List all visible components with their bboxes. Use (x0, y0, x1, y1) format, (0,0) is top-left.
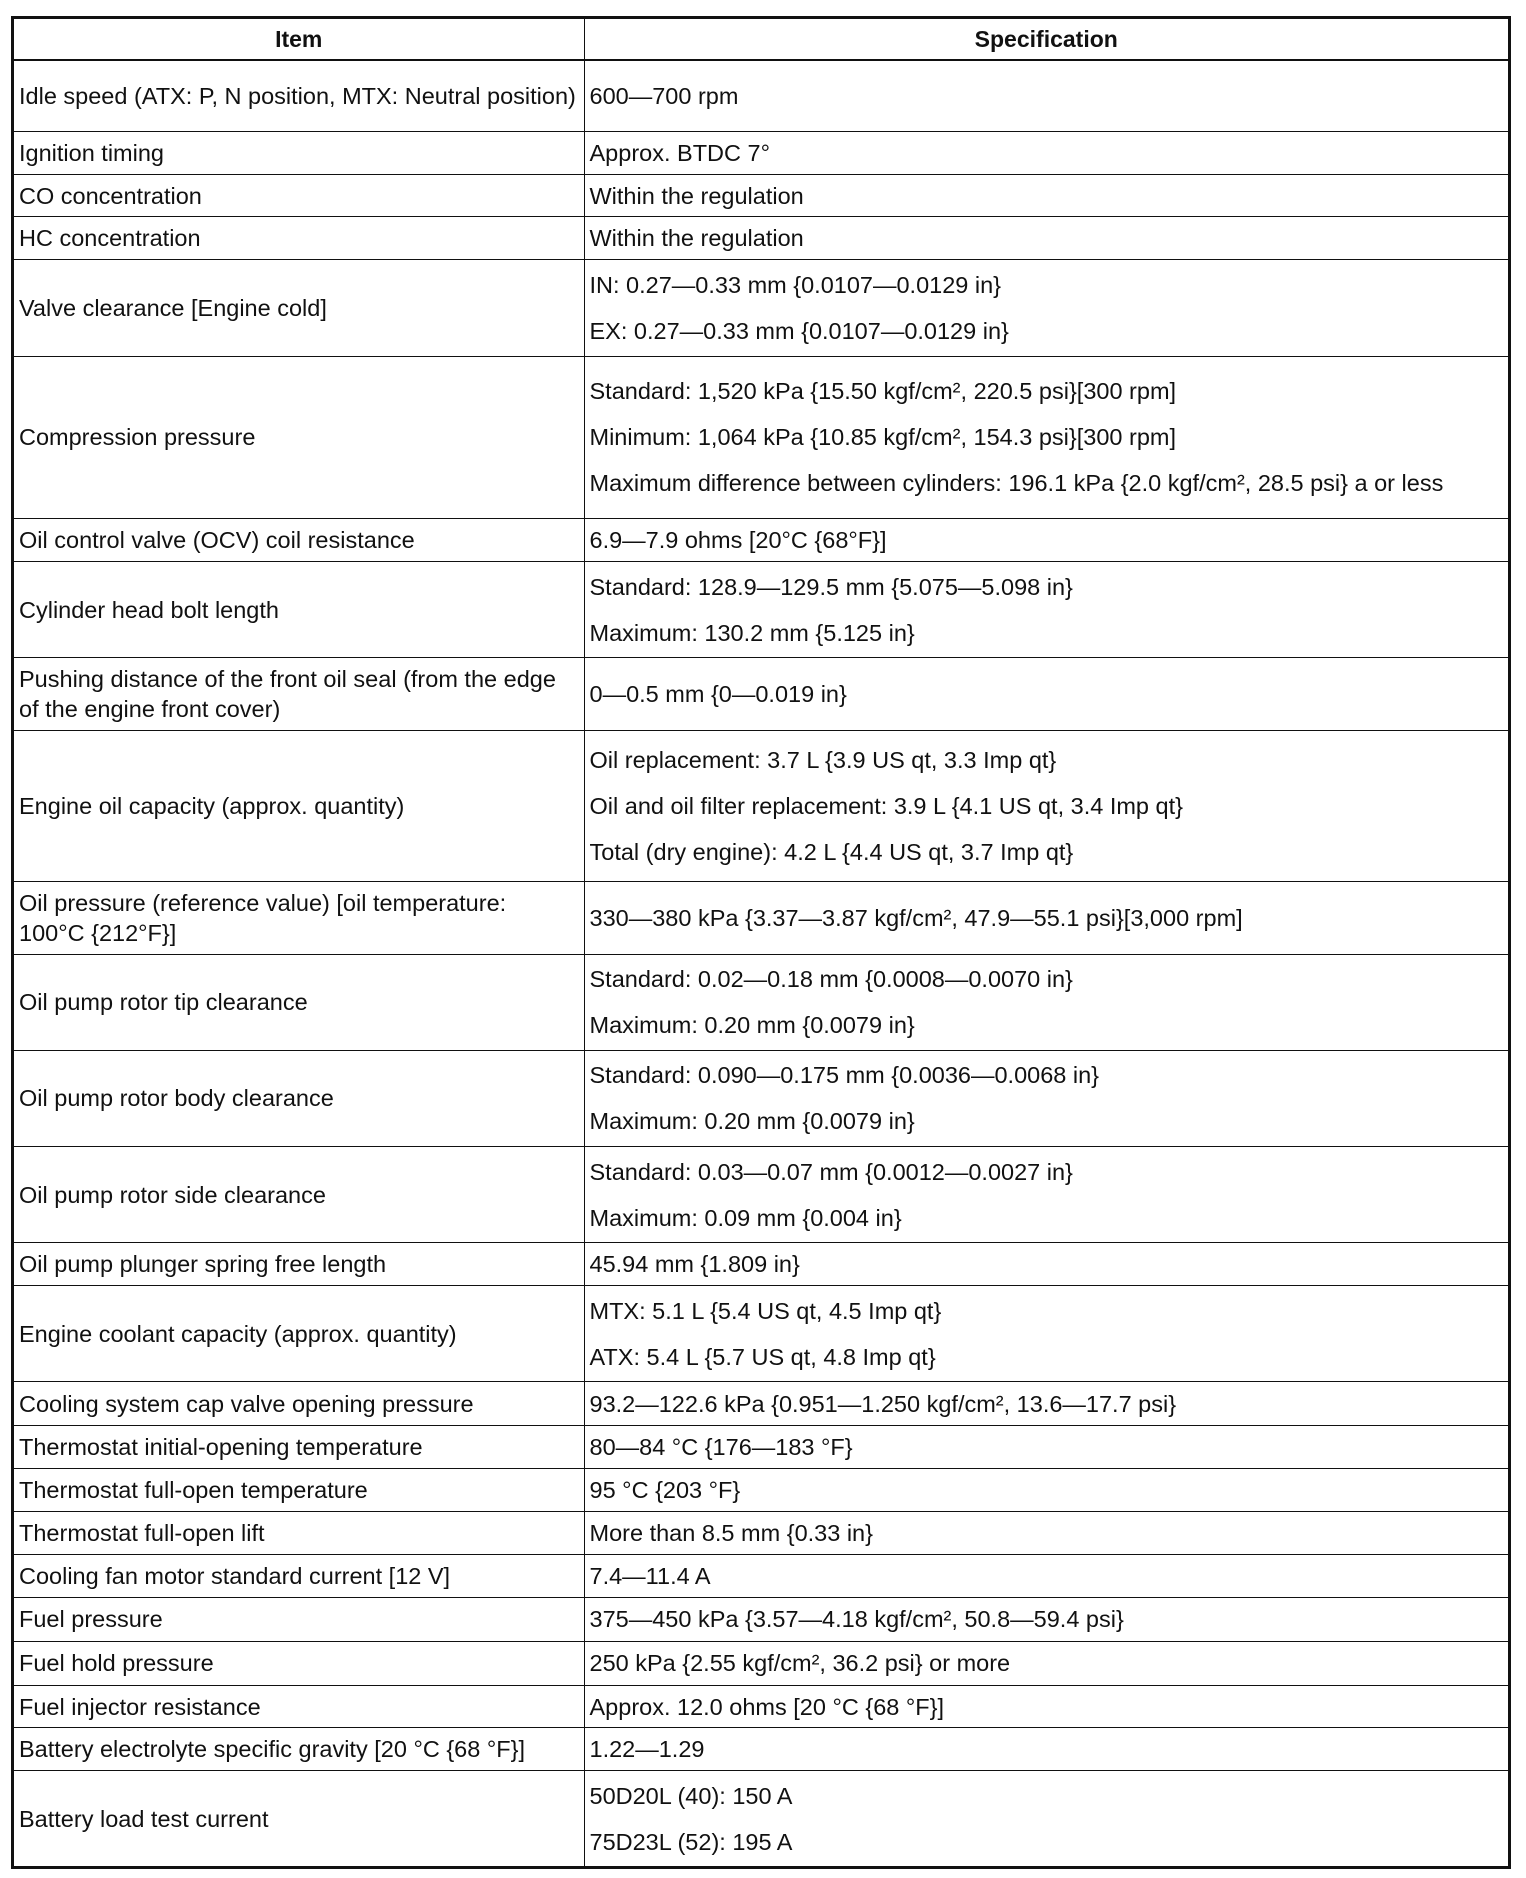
table-header-row (14, 19, 1508, 60)
table-row (14, 1382, 1508, 1426)
specification-cell (584, 519, 1508, 562)
specification-line: Approx. 12.0 ohms [20 °C {68 °F}] (589, 1693, 945, 1720)
item-cell: Oil control valve (OCV) coil resistance (14, 519, 584, 562)
specification-line: 45.94 mm {1.809 in} (589, 1251, 800, 1278)
item-cell: Compression pressure (14, 356, 584, 519)
item-cell: Fuel injector resistance (14, 1685, 584, 1728)
specification-line: 375—450 kPa {3.57—4.18 kgf/cm², 50.8—59.4 psi} (589, 1606, 1124, 1633)
specification-line: 95 °C {203 °F} (589, 1477, 741, 1504)
table-row (14, 1641, 1508, 1685)
specification-line: 80—84 °C {176—183 °F} (589, 1434, 853, 1461)
specification-line: ATX: 5.4 L {5.7 US qt, 4.8 Imp qt} (589, 1343, 936, 1370)
table-row (14, 60, 1508, 131)
item-cell: Battery electrolyte specific gravity [20 °C {68 °F}] (14, 1728, 584, 1771)
specification-cell (584, 1554, 1508, 1597)
table-row (14, 562, 1508, 658)
table-row (14, 1243, 1508, 1286)
specification-line: Maximum: 130.2 mm {5.125 in} (589, 619, 915, 646)
table-row (14, 1554, 1508, 1597)
table-row (14, 1469, 1508, 1512)
item-cell: Thermostat initial-opening temperature (14, 1426, 584, 1469)
specification-cell (584, 1243, 1508, 1286)
item-cell: Engine oil capacity (approx. quantity) (14, 731, 584, 882)
specification-cell (584, 1512, 1508, 1555)
table-row (14, 131, 1508, 174)
specification-cell (584, 1641, 1508, 1685)
specification-line: 0—0.5 mm {0—0.019 in} (589, 681, 847, 708)
table-row (14, 1050, 1508, 1146)
specification-line: MTX: 5.1 L {5.4 US qt, 4.5 Imp qt} (589, 1297, 942, 1324)
specification-cell (584, 954, 1508, 1050)
item-cell: Oil pump rotor tip clearance (14, 954, 584, 1050)
specification-cell (584, 1147, 1508, 1243)
specification-line: Minimum: 1,064 kPa {10.85 kgf/cm², 154.3 psi}[300 rpm] (589, 424, 1176, 451)
specification-line: Within the regulation (589, 182, 804, 209)
specification-line: 600—700 rpm (589, 82, 739, 109)
item-cell: Fuel pressure (14, 1597, 584, 1641)
specification-line: Within the regulation (589, 225, 804, 252)
column-header-item: Item (14, 19, 584, 60)
item-cell: Idle speed (ATX: P, N position, MTX: Neutral position) (14, 60, 584, 131)
table-row (14, 731, 1508, 882)
table-row (14, 1685, 1508, 1728)
specification-line: Total (dry engine): 4.2 L {4.4 US qt, 3.7 Imp qt} (589, 838, 1074, 865)
item-cell: Oil pressure (reference value) [oil temperature: 100°C {212°F}] (14, 881, 584, 954)
specification-cell (584, 1382, 1508, 1426)
table-row (14, 1286, 1508, 1382)
specification-table-frame (11, 16, 1511, 1869)
item-cell: Oil pump rotor body clearance (14, 1050, 584, 1146)
specification-line: 75D23L (52): 195 A (589, 1828, 793, 1855)
item-cell: Pushing distance of the front oil seal (from the edge of the engine front cover) (14, 658, 584, 731)
specification-line: Oil replacement: 3.7 L {3.9 US qt, 3.3 Imp qt} (589, 746, 1057, 773)
table-row (14, 356, 1508, 519)
item-cell: Oil pump plunger spring free length (14, 1243, 584, 1286)
specification-cell (584, 217, 1508, 260)
specification-cell (584, 260, 1508, 356)
specification-line: Maximum: 0.09 mm {0.004 in} (589, 1204, 902, 1231)
specification-table (14, 19, 1508, 1866)
specification-line: Oil and oil filter replacement: 3.9 L {4.1 US qt, 3.4 Imp qt} (589, 792, 1183, 819)
specification-line: 50D20L (40): 150 A (589, 1782, 793, 1809)
specification-line: Standard: 0.03—0.07 mm {0.0012—0.0027 in} (589, 1158, 1073, 1185)
specification-cell (584, 1426, 1508, 1469)
table-body (14, 60, 1508, 1866)
item-cell: Thermostat full-open temperature (14, 1469, 584, 1512)
specification-cell (584, 356, 1508, 519)
specification-cell (584, 1685, 1508, 1728)
column-header-specification: Specification (584, 19, 1508, 60)
specification-line: Standard: 0.090—0.175 mm {0.0036—0.0068 in} (589, 1062, 1100, 1089)
table-row (14, 881, 1508, 954)
specification-cell (584, 1469, 1508, 1512)
specification-line: 93.2—122.6 kPa {0.951—1.250 kgf/cm², 13.6—17.7 psi} (589, 1390, 1177, 1417)
specification-line: Maximum: 0.20 mm {0.0079 in} (589, 1108, 915, 1135)
table-row (14, 1771, 1508, 1866)
item-cell: Cooling fan motor standard current [12 V] (14, 1554, 584, 1597)
specification-cell (584, 562, 1508, 658)
item-cell: Cooling system cap valve opening pressure (14, 1382, 584, 1426)
specification-line: Standard: 0.02—0.18 mm {0.0008—0.0070 in} (589, 966, 1073, 993)
table-row (14, 658, 1508, 731)
specification-cell (584, 1050, 1508, 1146)
specification-line: 7.4—11.4 A (589, 1562, 711, 1589)
table-row (14, 1728, 1508, 1771)
item-cell: Oil pump rotor side clearance (14, 1147, 584, 1243)
specification-cell (584, 1771, 1508, 1866)
specification-line: 330—380 kPa {3.37—3.87 kgf/cm², 47.9—55.1 psi}[3,000 rpm] (589, 904, 1243, 931)
specification-line: Standard: 1,520 kPa {15.50 kgf/cm², 220.5 psi}[300 rpm] (589, 378, 1177, 405)
table-row (14, 1597, 1508, 1641)
table-row (14, 519, 1508, 562)
specification-line: 6.9—7.9 ohms [20°C {68°F}] (589, 527, 887, 554)
specification-line: Approx. BTDC 7° (589, 139, 770, 166)
specification-line: Maximum difference between cylinders: 196.1 kPa {2.0 kgf/cm², 28.5 psi} a or less (589, 470, 1444, 497)
specification-cell (584, 131, 1508, 174)
specification-cell (584, 60, 1508, 131)
item-cell: Cylinder head bolt length (14, 562, 584, 658)
specification-line: Maximum: 0.20 mm {0.0079 in} (589, 1012, 915, 1039)
item-cell: Battery load test current (14, 1771, 584, 1866)
specification-cell (584, 1286, 1508, 1382)
item-cell: Fuel hold pressure (14, 1641, 584, 1685)
specification-cell (584, 881, 1508, 954)
item-cell: Ignition timing (14, 131, 584, 174)
specification-line: EX: 0.27—0.33 mm {0.0107—0.0129 in} (589, 317, 1009, 344)
specification-cell (584, 1728, 1508, 1771)
specification-cell (584, 658, 1508, 731)
item-cell: CO concentration (14, 174, 584, 217)
item-cell: HC concentration (14, 217, 584, 260)
specification-cell (584, 731, 1508, 882)
item-cell: Thermostat full-open lift (14, 1512, 584, 1555)
table-row (14, 260, 1508, 356)
item-cell: Valve clearance [Engine cold] (14, 260, 584, 356)
table-row (14, 1147, 1508, 1243)
table-row (14, 1426, 1508, 1469)
specification-cell (584, 1597, 1508, 1641)
specification-cell (584, 174, 1508, 217)
specification-line: IN: 0.27—0.33 mm {0.0107—0.0129 in} (589, 271, 1002, 298)
table-row (14, 1512, 1508, 1555)
specification-line: Standard: 128.9—129.5 mm {5.075—5.098 in} (589, 573, 1073, 600)
specification-line: 250 kPa {2.55 kgf/cm², 36.2 psi} or more (589, 1650, 1011, 1677)
specification-line: More than 8.5 mm {0.33 in} (589, 1519, 873, 1546)
table-row (14, 217, 1508, 260)
specification-line: 1.22—1.29 (589, 1736, 705, 1763)
table-row (14, 954, 1508, 1050)
item-cell: Engine coolant capacity (approx. quantity) (14, 1286, 584, 1382)
table-row (14, 174, 1508, 217)
